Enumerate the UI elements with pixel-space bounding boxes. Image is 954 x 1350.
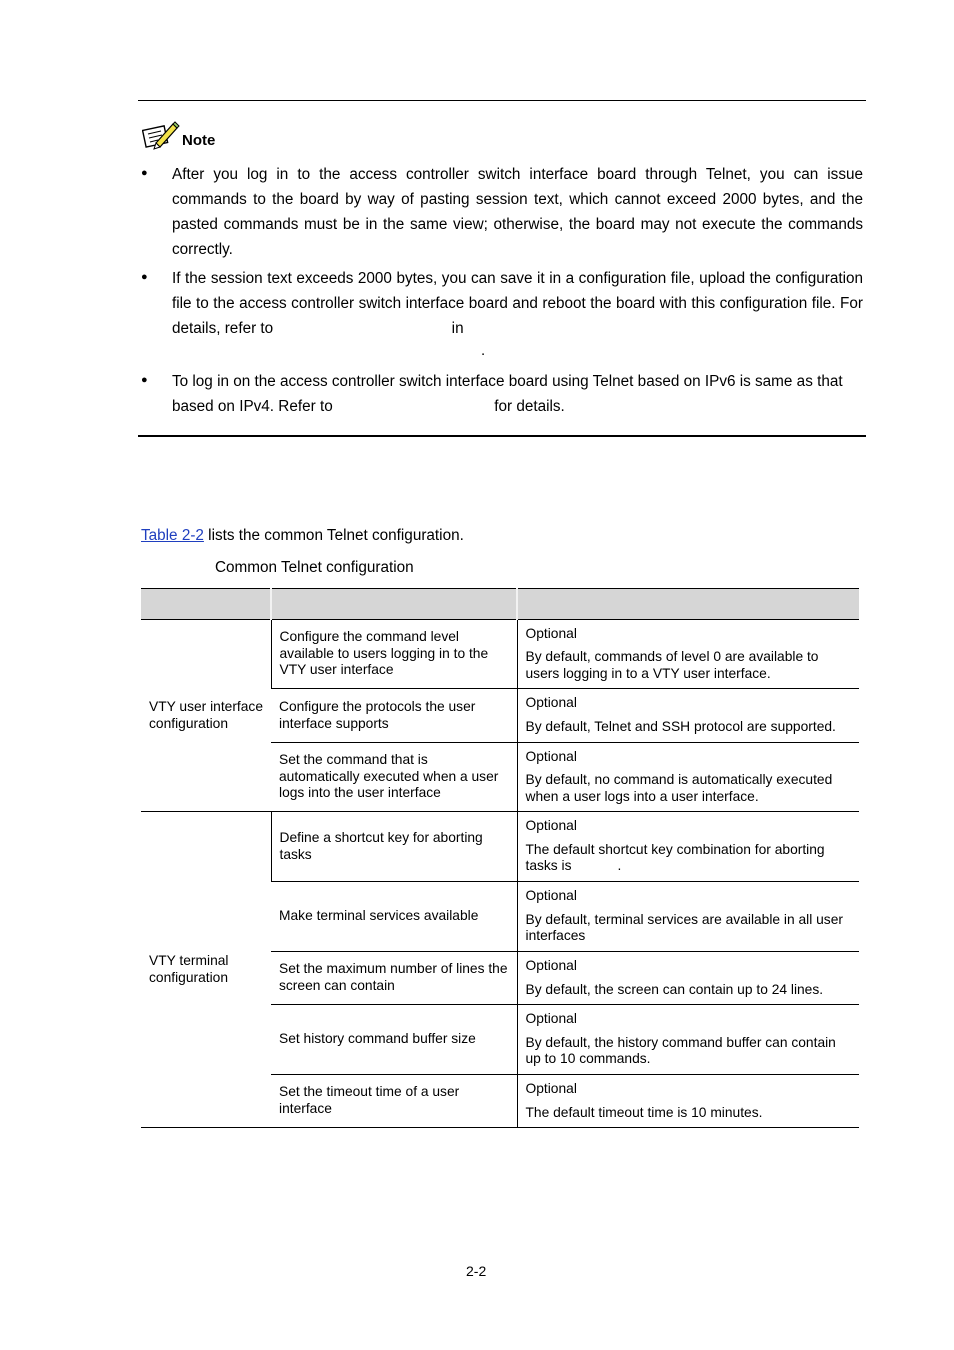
remark-text: By default, terminal services are available in all user interfaces bbox=[525, 911, 843, 944]
remark-text: By default, the screen can contain up to 24 lines. bbox=[525, 981, 824, 997]
remark-text bbox=[526, 842, 853, 875]
operation-cell: Configure the protocols the user interface supports bbox=[271, 689, 517, 743]
operation-cell: Make terminal services available bbox=[271, 882, 517, 952]
intro-paragraph bbox=[141, 527, 464, 545]
remark-optional: Optional bbox=[525, 957, 577, 973]
page-number: 2-2 bbox=[466, 1263, 487, 1279]
table-row bbox=[141, 620, 859, 689]
remark-cell bbox=[517, 1005, 859, 1075]
remark-optional: Optional bbox=[525, 748, 577, 764]
remark-text: By default, no command is automatically executed when a user logs into a user interface. bbox=[525, 772, 833, 804]
remark-text-end: . bbox=[617, 858, 622, 874]
operation-cell: Set the maximum number of lines the screen can contain bbox=[271, 952, 517, 1005]
bullet-icon: ● bbox=[141, 374, 148, 386]
remark-text: The default timeout time is 10 minutes. bbox=[525, 1104, 763, 1120]
remark-cell bbox=[517, 1075, 859, 1128]
remark-optional: Optional bbox=[525, 1080, 577, 1096]
intro-text: lists the common Telnet configuration. bbox=[203, 527, 464, 544]
telnet-config-table bbox=[141, 588, 859, 1128]
table-header-cell bbox=[141, 589, 271, 620]
note-bottom-rule bbox=[138, 435, 866, 437]
table-caption: Common Telnet configuration bbox=[215, 559, 414, 576]
note-item-1: After you log in to the access controller switch interface board through Telnet, you can issue commands to the board by way of pasting session text, which cannot exceed 2000 bytes, and the pasted commands must be in the same view; otherwise, the board may not execute the commands correctly. bbox=[172, 166, 863, 258]
remark-text: By default, commands of level 0 are available to users logging in to a VTY user interface. bbox=[525, 649, 819, 681]
operation-cell: Define a shortcut key for aborting tasks bbox=[271, 812, 517, 882]
remark-optional: Optional bbox=[525, 888, 577, 904]
remark-text-main: The default shortcut key combination for aborting tasks is bbox=[525, 841, 825, 874]
note-label: Note bbox=[182, 132, 216, 149]
table-header-cell bbox=[271, 589, 517, 620]
remark-cell bbox=[517, 620, 859, 689]
group-cell: VTY terminal configuration bbox=[141, 812, 271, 1128]
remark-cell bbox=[517, 882, 859, 952]
group-cell: VTY user interface configuration bbox=[141, 620, 271, 812]
bullet-icon: ● bbox=[141, 167, 148, 179]
remark-text: By default, Telnet and SSH protocol are supported. bbox=[525, 719, 836, 734]
note-pencil-icon bbox=[142, 121, 180, 151]
remark-text: By default, the history command buffer can contain up to 10 commands. bbox=[525, 1034, 836, 1067]
remark-cell bbox=[517, 689, 859, 743]
operation-cell: Set history command buffer size bbox=[271, 1005, 517, 1075]
remark-optional: Optional bbox=[525, 695, 577, 711]
table-row bbox=[141, 812, 859, 882]
operation-cell: Set the timeout time of a user interface bbox=[271, 1075, 517, 1128]
remark-cell bbox=[517, 952, 859, 1005]
remark-cell bbox=[517, 743, 859, 812]
bullet-icon: ● bbox=[141, 271, 148, 283]
remark-optional: Optional bbox=[525, 818, 577, 834]
table-reference-link[interactable]: Table 2-2 bbox=[141, 527, 204, 544]
table-header-row bbox=[141, 589, 859, 620]
note-item-2-period: . bbox=[481, 342, 486, 359]
operation-cell: Set the command that is automatically executed when a user logs into the user interface bbox=[271, 743, 517, 812]
note-item-3: To log in on the access controller switch interface board using Telnet based on IPv6 is same as that based on IPv4. Refer to for details. bbox=[172, 373, 847, 415]
remark-optional: Optional bbox=[525, 625, 577, 641]
note-top-rule bbox=[138, 100, 866, 101]
note-item-2: If the session text exceeds 2000 bytes, you can save it in a configuration file, upload the configuration file to the access controller switch interface board and reboot the board with this configuration file. For details, refer to in bbox=[172, 270, 868, 337]
operation-cell: Configure the command level available to users logging in to the VTY user interface bbox=[271, 620, 517, 689]
table-header-cell bbox=[517, 589, 859, 620]
remark-optional: Optional bbox=[525, 1011, 577, 1027]
remark-cell bbox=[517, 812, 859, 882]
